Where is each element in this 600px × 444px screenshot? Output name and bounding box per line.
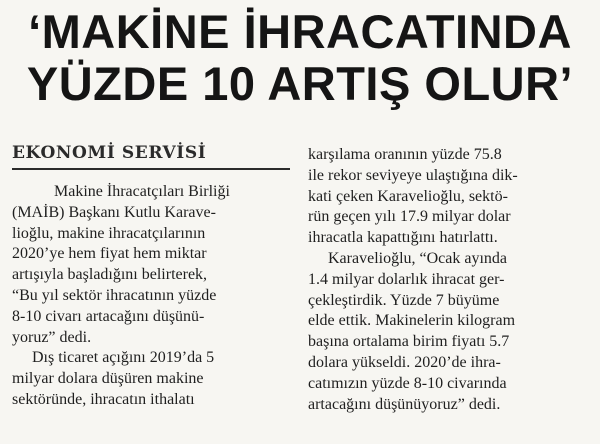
- paragraph-4: [308, 249, 588, 415]
- text-line: (MAİB) Başkanı Kutlu Karave-: [12, 203, 216, 221]
- text-line: “Bu yıl sektör ihracatının yüzde: [12, 286, 217, 304]
- text-line: artacağını düşünüyoruz” dedi.: [308, 395, 501, 413]
- text-line: elde ettik. Makinelerin kilogram: [308, 312, 516, 330]
- text-line: 2020’ye hem fiyat hem miktar: [12, 245, 207, 263]
- text-line: artışıyla başladığını belirterek,: [12, 266, 208, 284]
- text-line: yoruz” dedi.: [12, 328, 92, 346]
- text-line: Makine İhracatçıları Birliği: [54, 183, 230, 200]
- article-column-2: [308, 145, 588, 415]
- headline-line-1: ‘MAKİNE İHRACATINDA: [28, 5, 572, 58]
- article-column-1: [12, 182, 284, 411]
- paragraph-3: [308, 145, 588, 249]
- text-line: Dış ticaret açığını 2019’da 5: [32, 349, 215, 367]
- byline: EKONOMİ SERVİSİ: [12, 143, 207, 163]
- text-line: 1.4 milyar dolarlık ihracat ger-: [308, 270, 505, 288]
- text-line: rün geçen yılı 17.9 milyar dolar: [308, 208, 511, 226]
- text-line: başına ortalama birim fiyatı 5.7: [308, 333, 510, 351]
- text-line: Karavelioğlu, “Ocak ayında: [328, 249, 508, 267]
- text-line: çekleştirdik. Yüzde 7 büyüme: [308, 291, 500, 309]
- text-line: catımızın yüzde 8-10 civarında: [308, 374, 507, 392]
- text-line: ile rekor seviyeye ulaştığına dik-: [308, 166, 518, 184]
- headline: [10, 6, 590, 110]
- text-line: dolara yükseldi. 2020’de ihra-: [308, 353, 501, 371]
- paragraph-2: [12, 348, 284, 410]
- text-line: kati çeken Karavelioğlu, sektö-: [308, 187, 508, 205]
- text-line: ihracatla kapattığını hatırlattı.: [308, 229, 498, 247]
- byline-rule: [12, 168, 290, 170]
- text-line: milyar dolara düşüren makine: [12, 370, 204, 388]
- paragraph-1: [12, 182, 284, 348]
- text-line: sektöründe, ihracatın ithalatı: [12, 390, 195, 408]
- text-line: lioğlu, makine ihracatçılarının: [12, 224, 206, 242]
- headline-line-2: YÜZDE 10 ARTIŞ OLUR’: [26, 57, 574, 110]
- text-line: karşılama oranının yüzde 75.8: [308, 146, 502, 163]
- text-line: 8-10 civarı artacağını düşünü-: [12, 307, 205, 325]
